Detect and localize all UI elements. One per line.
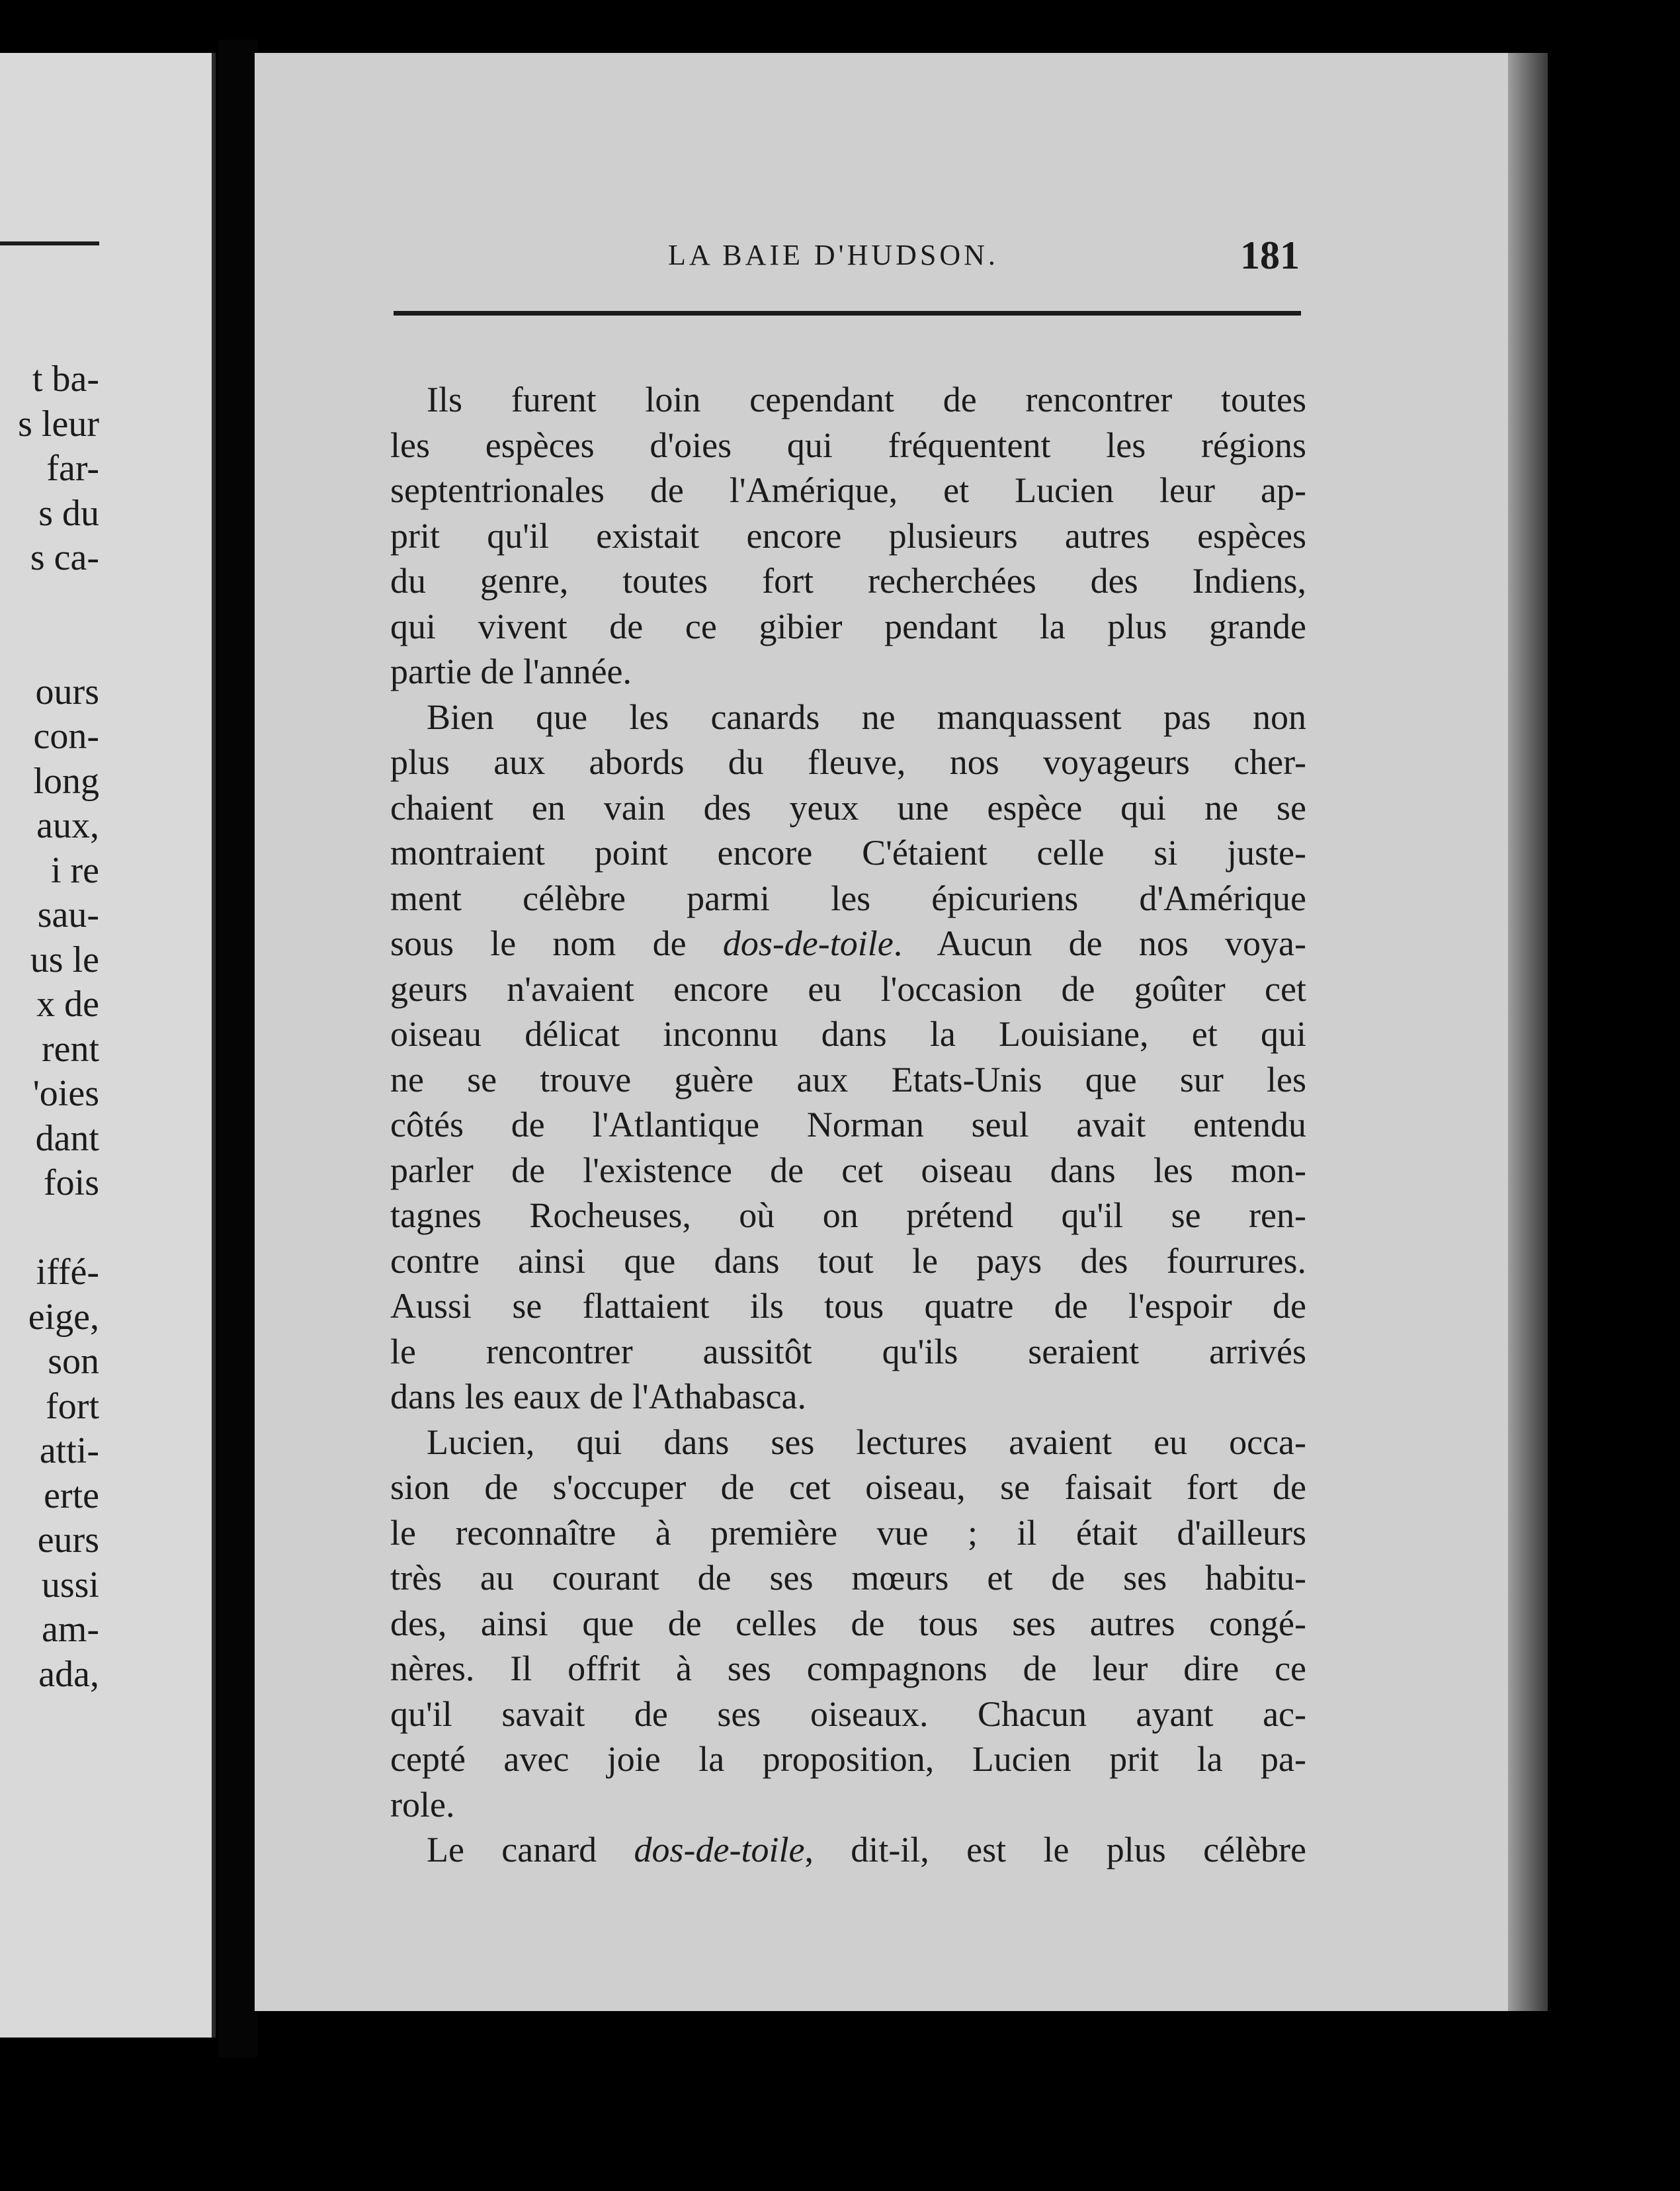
text-line: ne se trouve guère aux Etats-Unis que sur les [390,1059,1306,1099]
left-page-fragment: eige, [28,1296,99,1338]
left-page-fragment: rent [41,1028,99,1070]
paragraph [390,1420,1306,1828]
left-page-fragment: ada, [38,1653,99,1695]
left-page-fragment: aux, [36,805,99,846]
text-line: qu'il savait de ses oiseaux. Chacun ayant ac- [390,1694,1306,1734]
left-page-fragment: us le [30,939,99,980]
text-line: sion de s'occuper de cet oiseau, se faisait fort de [390,1467,1306,1507]
left-page-fragment: eurs [37,1520,99,1561]
left-page-rule [0,241,99,245]
text-line: côtés de l'Atlantique Norman seul avait entendu [390,1105,1306,1144]
book-spine [218,40,258,2057]
left-page-fragment: fois [44,1162,99,1203]
text-line: dans les eaux de l'Athabasca. [390,1377,806,1416]
left-page-fragment: con- [33,716,99,757]
left-page-fragment: ours [35,671,99,712]
text-line: des, ainsi que de celles de tous ses autres congé- [390,1603,1306,1643]
left-page-fragment: s ca- [30,537,99,578]
text-line: parler de l'existence de cet oiseau dans les mon- [390,1150,1306,1190]
left-page-fragment: sau- [37,894,99,935]
text-line: Le canard dos-de-toile, dit-il, est le plus célèbre [427,1830,1306,1869]
text-line: Lucien, qui dans ses lectures avaient eu occa- [427,1422,1306,1462]
text-line: le reconnaître à première vue ; il était d'ailleurs [390,1512,1306,1553]
text-line: contre ainsi que dans tout le pays des fourrures. [390,1240,1306,1281]
paragraph [390,377,1306,695]
running-title: LA BAIE D'HUDSON. [668,239,999,271]
text-line: septentrionales de l'Amérique, et Lucien leur ap- [390,470,1306,510]
paragraph [390,1827,1306,1873]
left-page-fragment: far- [46,448,99,489]
paragraph [390,695,1306,1420]
left-page-fragment: son [48,1341,99,1382]
left-page-fragment: t ba- [32,359,99,400]
left-page-fragment: i re [50,849,99,891]
text-line: cepté avec joie la proposition, Lucien prit la pa- [390,1739,1306,1779]
left-page-fragment: 'oies [32,1073,99,1114]
page-number: 181 [1240,234,1300,277]
left-page-fragment: s du [38,492,99,534]
text-line: tagnes Rocheuses, où on prétend qu'il se ren- [390,1195,1306,1235]
text-line: du genre, toutes fort recherchées des Indiens, [390,561,1306,601]
left-page-fragment: atti- [39,1430,99,1471]
left-page-fragment: erte [44,1475,99,1516]
text-line: oiseau délicat inconnu dans la Louisiane, et qui [390,1014,1306,1054]
left-page-fragment: iffé- [36,1252,99,1293]
text-line: le rencontrer aussitôt qu'ils seraient arrivés [390,1331,1306,1371]
text-line: ment célèbre parmi les épicuriens d'Amérique [390,878,1306,918]
left-page-fragment: ussi [41,1564,99,1606]
text-line: les espèces d'oies qui fréquentent les régions [390,425,1306,465]
text-line: geurs n'avaient encore eu l'occasion de goûter cet [390,968,1306,1009]
body-text [390,377,1306,1873]
left-page-fragment: long [33,760,99,802]
header-rule [394,311,1301,316]
left-page-fragment: dant [35,1117,99,1159]
text-line: sous le nom de dos-de-toile. Aucun de nos voya- [390,924,1306,963]
text-line: Ils furent loin cependant de rencontrer toutes [427,380,1306,419]
text-line: Bien que les canards ne manquassent pas non [427,697,1306,737]
text-line: qui vivent de ce gibier pendant la plus grande [390,606,1306,646]
left-page-fragment: s leur [18,403,99,445]
page-edge-shadow [1508,53,1548,2011]
left-page-fragment: x de [36,984,99,1025]
text-line: partie de l'année. [390,652,632,691]
page-header [390,234,1300,284]
text-line: nères. Il offrit à ses compagnons de leur dire ce [390,1649,1306,1688]
text-line: role. [390,1784,455,1825]
text-line: très au courant de ses mœurs et de ses habitu- [390,1558,1306,1598]
left-page-fragment: fort [46,1385,99,1427]
left-page-fragment: am- [41,1609,99,1650]
text-line: Aussi se flattaient ils tous quatre de l'espoir de [390,1286,1306,1326]
text-line: prit qu'il existait encore plusieurs autres espèces [390,515,1306,556]
left-page-text-fragments [0,357,99,1697]
text-line: montraient point encore C'étaient celle si juste- [390,833,1306,873]
text-line: chaient en vain des yeux une espèce qui ne se [390,787,1306,828]
text-line: plus aux abords du fleuve, nos voyageurs cher- [390,742,1306,782]
